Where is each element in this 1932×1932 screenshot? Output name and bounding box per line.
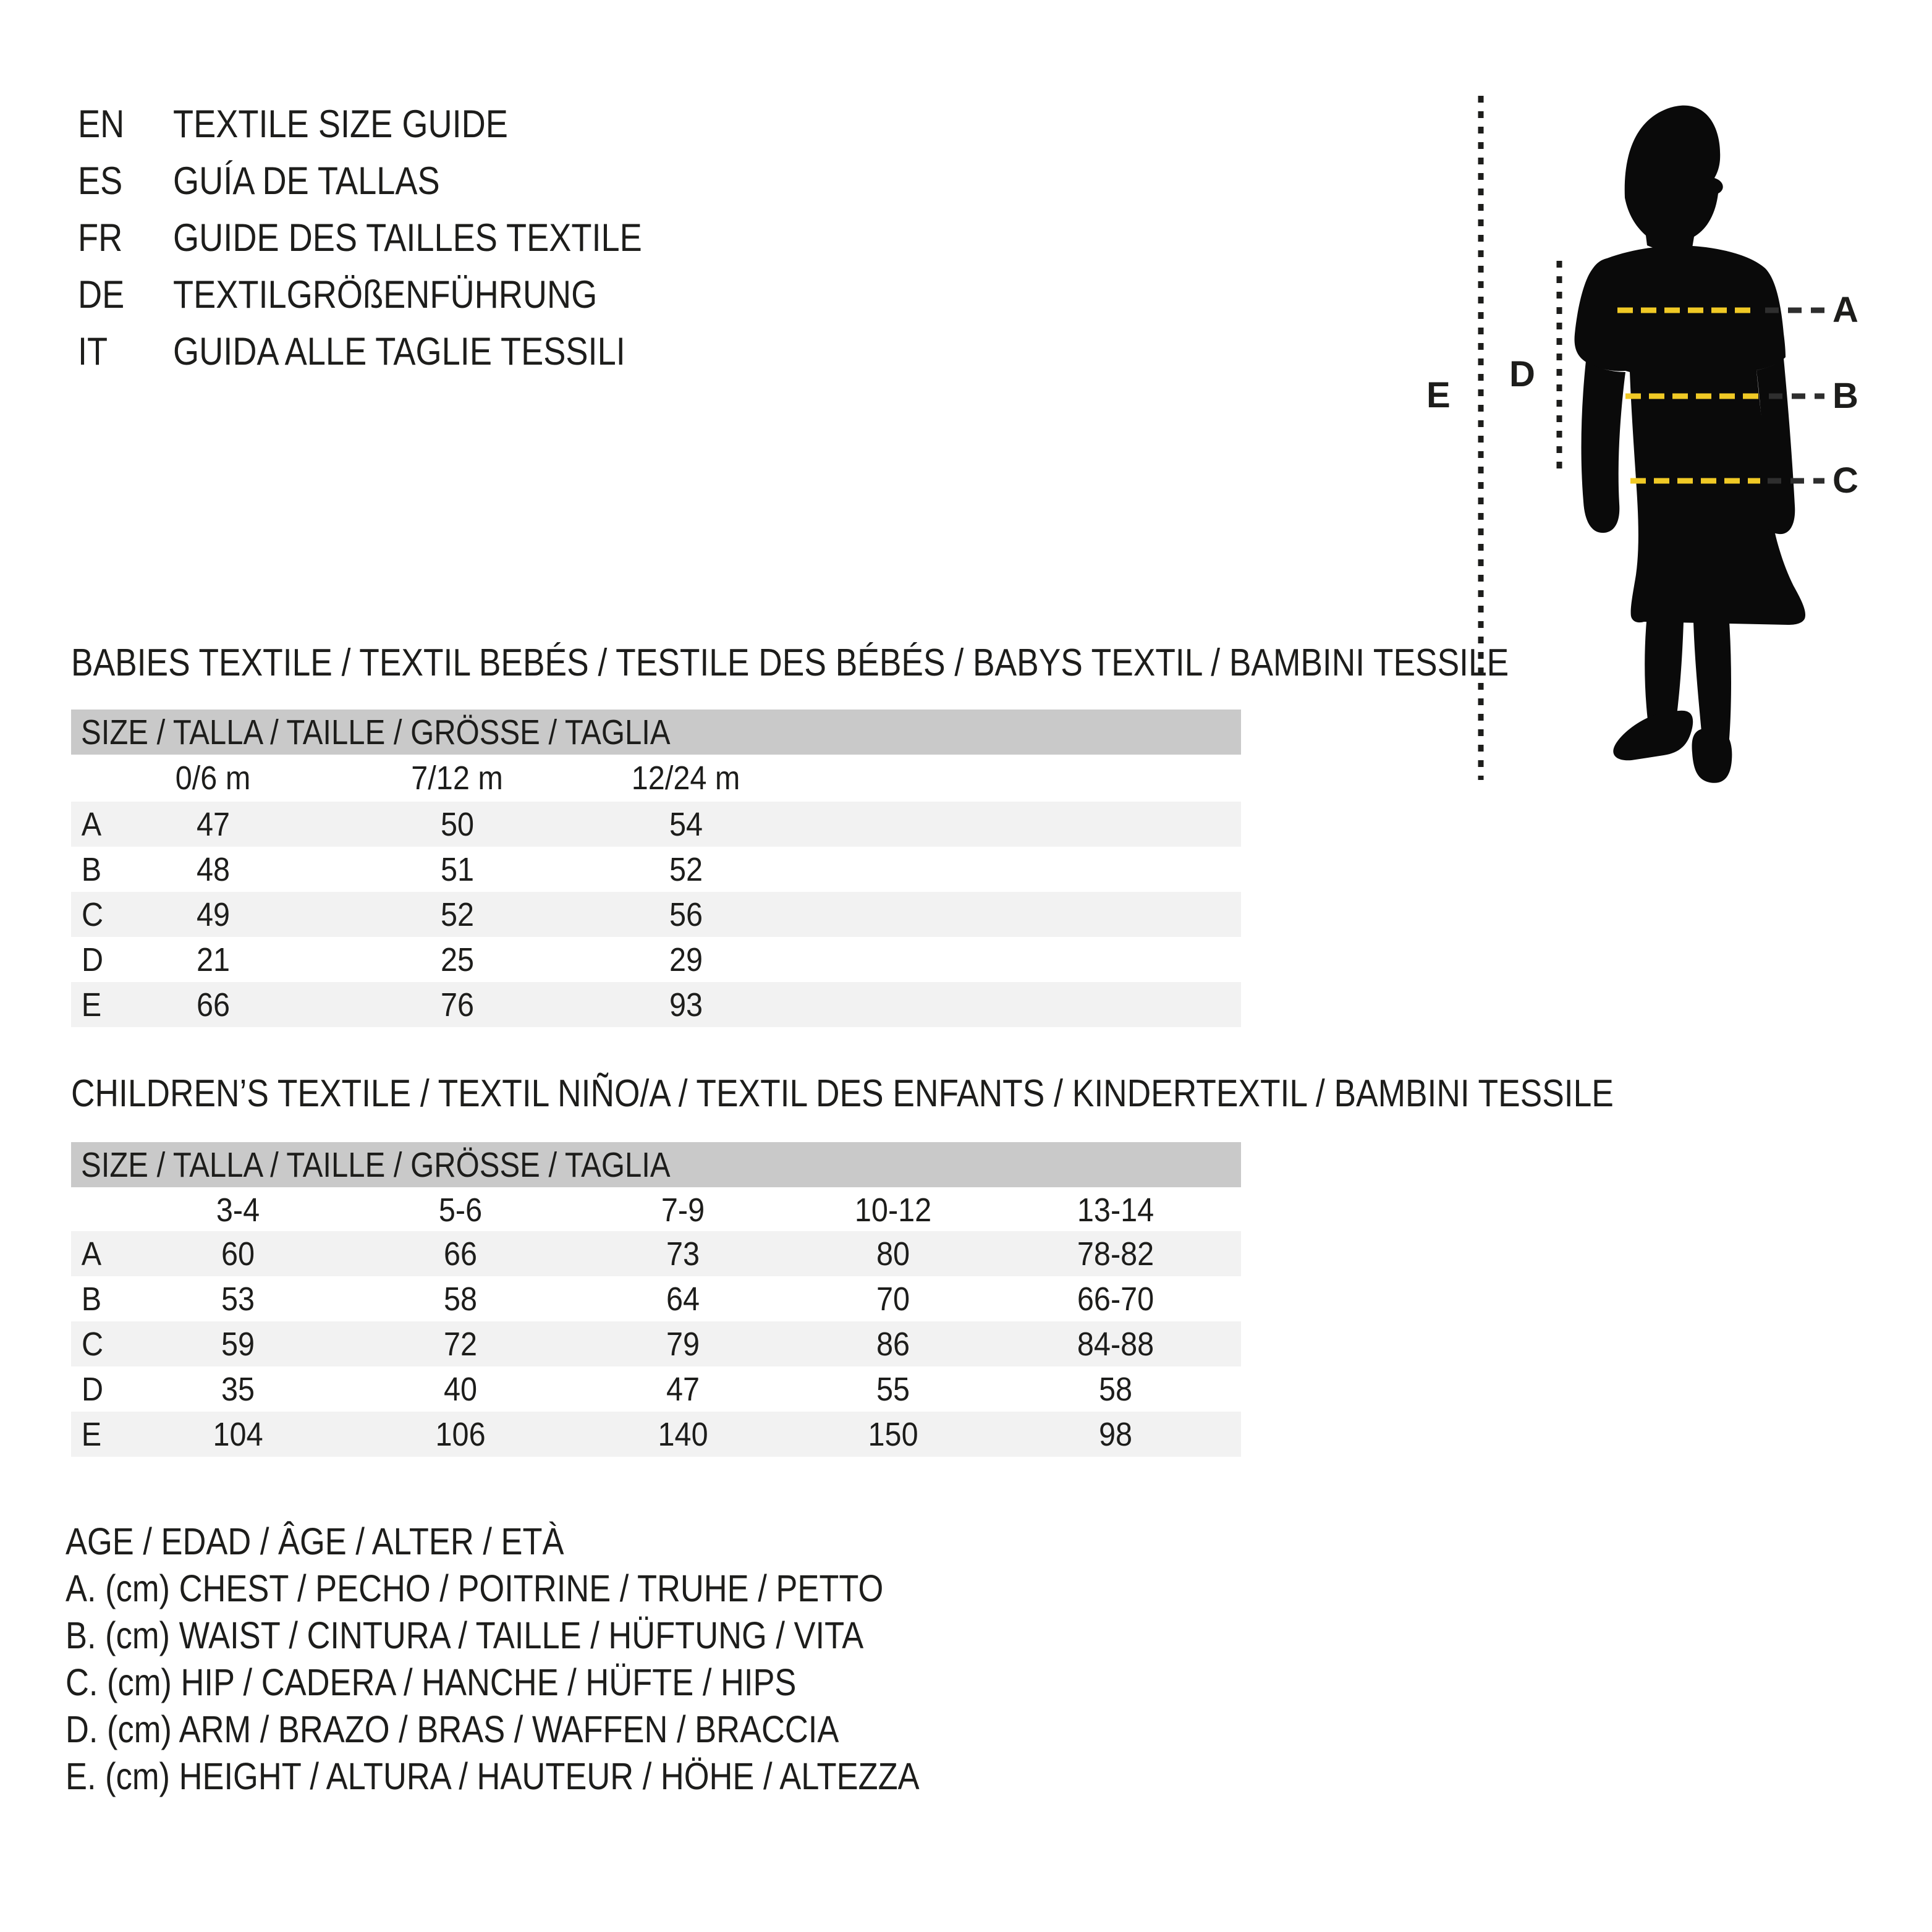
table-cell: 21 <box>196 941 231 978</box>
language-code: DE <box>78 273 125 316</box>
children-column-header-row <box>71 1187 1241 1234</box>
table-cell: 73 <box>666 1235 700 1273</box>
table-cell: 54 <box>669 805 703 843</box>
table-cell: 50 <box>440 805 475 843</box>
table-cell: 78-82 <box>1077 1235 1155 1273</box>
table-cell: 104 <box>213 1415 263 1453</box>
language-title: TEXTILGRÖßENFÜHRUNG <box>173 273 598 316</box>
table-cell: 35 <box>221 1370 255 1408</box>
table-cell: 106 <box>435 1415 486 1453</box>
silhouette-right-shoe <box>1692 727 1732 783</box>
column-header: 10-12 <box>854 1192 932 1229</box>
measure-label-e: E <box>1426 375 1451 415</box>
column-header: 5-6 <box>438 1192 483 1229</box>
table-cell: 48 <box>196 850 231 888</box>
language-title: GUIDE DES TAILLES TEXTILE <box>173 216 642 260</box>
table-cell: 80 <box>876 1235 910 1273</box>
children-section-title: CHILDREN’S TEXTILE / TEXTIL NIÑO/A / TEXTIL DES ENFANTS / KINDERTEXTIL / BAMBINI TESSILE <box>71 1072 1614 1115</box>
table-cell: 66 <box>196 986 231 1023</box>
legend-line-arm: D. (cm) ARM / BRAZO / BRAS / WAFFEN / BRACCIA <box>66 1708 839 1750</box>
children-size-header-bar: SIZE / TALLA / TAILLE / GRÖSSE / TAGLIA <box>71 1142 1241 1187</box>
table-cell: 66-70 <box>1077 1280 1155 1318</box>
table-cell: 56 <box>669 896 703 933</box>
silhouette-left-arm <box>1582 361 1625 533</box>
row-label: A <box>81 805 102 843</box>
measurement-legend <box>66 1518 1059 1800</box>
table-cell: 140 <box>658 1415 708 1453</box>
row-label: A <box>81 1235 102 1273</box>
table-cell: 49 <box>196 896 231 933</box>
table-row <box>71 1412 1241 1457</box>
language-code: ES <box>78 159 123 203</box>
language-row-de <box>78 266 718 323</box>
table-row <box>71 937 1241 982</box>
table-cell: 55 <box>876 1370 910 1408</box>
row-label: C <box>81 1325 104 1363</box>
legend-line-height: E. (cm) HEIGHT / ALTURA / HAUTEUR / HÖHE / ALTEZZA <box>66 1755 920 1797</box>
language-row-fr <box>78 210 718 266</box>
row-label: C <box>81 896 104 933</box>
silhouette-left-shoe <box>1613 711 1693 761</box>
silhouette-head <box>1625 106 1723 251</box>
measure-label-d: D <box>1509 354 1535 394</box>
language-code: EN <box>78 103 125 146</box>
table-cell: 84-88 <box>1077 1325 1155 1363</box>
table-cell: 47 <box>666 1370 700 1408</box>
language-title: GUIDA ALLE TAGLIE TESSILI <box>173 330 625 373</box>
language-row-en <box>78 96 718 153</box>
legend-line-age: AGE / EDAD / ÂGE / ALTER / ETÀ <box>66 1520 564 1562</box>
table-cell: 47 <box>196 805 231 843</box>
row-label: E <box>81 986 102 1023</box>
language-row-it <box>78 323 718 380</box>
table-cell: 86 <box>876 1325 910 1363</box>
table-cell: 76 <box>440 986 475 1023</box>
table-cell: 64 <box>666 1280 700 1318</box>
table-cell: 25 <box>440 941 475 978</box>
row-label: D <box>81 941 104 978</box>
table-row <box>71 982 1241 1027</box>
table-cell: 66 <box>443 1235 478 1273</box>
language-title: TEXTILE SIZE GUIDE <box>173 103 508 146</box>
babies-section-title: BABIES TEXTILE / TEXTIL BEBÉS / TESTILE DES BÉBÉS / BABYS TEXTIL / BAMBINI TESSILE <box>71 642 1509 684</box>
table-cell: 70 <box>876 1280 910 1318</box>
row-label: B <box>81 850 102 888</box>
table-cell: 93 <box>669 986 703 1023</box>
legend-line-chest: A. (cm) CHEST / PECHO / POITRINE / TRUHE / PETTO <box>66 1567 884 1609</box>
table-cell: 98 <box>1098 1415 1133 1453</box>
table-cell: 60 <box>221 1235 255 1273</box>
table-cell: 52 <box>669 850 703 888</box>
language-row-es <box>78 153 718 210</box>
table-cell: 59 <box>221 1325 255 1363</box>
language-code: FR <box>78 216 123 260</box>
column-header: 3-4 <box>216 1192 260 1229</box>
row-label: D <box>81 1370 104 1408</box>
language-header <box>78 96 718 380</box>
table-cell: 40 <box>443 1370 478 1408</box>
table-row <box>71 847 1241 892</box>
column-header: 7-9 <box>661 1192 705 1229</box>
row-label: B <box>81 1280 102 1318</box>
language-code: IT <box>78 330 108 373</box>
column-header: 12/24 m <box>632 760 740 797</box>
table-cell: 58 <box>1098 1370 1133 1408</box>
measure-label-a: A <box>1832 290 1858 330</box>
legend-line-waist: B. (cm) WAIST / CINTURA / TAILLE / HÜFTUNG / VITA <box>66 1614 864 1656</box>
table-row <box>71 1276 1241 1321</box>
table-row <box>71 1366 1241 1412</box>
column-header: 13-14 <box>1077 1192 1155 1229</box>
language-title: GUÍA DE TALLAS <box>173 159 440 203</box>
column-header: 7/12 m <box>411 760 504 797</box>
table-cell: 150 <box>868 1415 918 1453</box>
table-cell: 79 <box>666 1325 700 1363</box>
measure-label-c: C <box>1832 460 1858 501</box>
legend-line-hip: C. (cm) HIP / CADERA / HANCHE / HÜFTE / HIPS <box>66 1661 797 1703</box>
table-row <box>71 802 1241 847</box>
table-cell: 52 <box>440 896 475 933</box>
table-cell: 53 <box>221 1280 255 1318</box>
table-row <box>71 892 1241 937</box>
table-row <box>71 1231 1241 1276</box>
table-cell: 72 <box>443 1325 478 1363</box>
measure-label-b: B <box>1832 376 1858 416</box>
child-silhouette-diagram <box>1409 87 1932 816</box>
table-row <box>71 1321 1241 1366</box>
row-label: E <box>81 1415 102 1453</box>
babies-size-header-bar: SIZE / TALLA / TAILLE / GRÖSSE / TAGLIA <box>71 710 1241 755</box>
table-cell: 58 <box>443 1280 478 1318</box>
column-header: 0/6 m <box>176 760 251 797</box>
babies-column-header-row <box>71 755 1241 802</box>
table-cell: 51 <box>440 850 475 888</box>
table-cell: 29 <box>669 941 703 978</box>
